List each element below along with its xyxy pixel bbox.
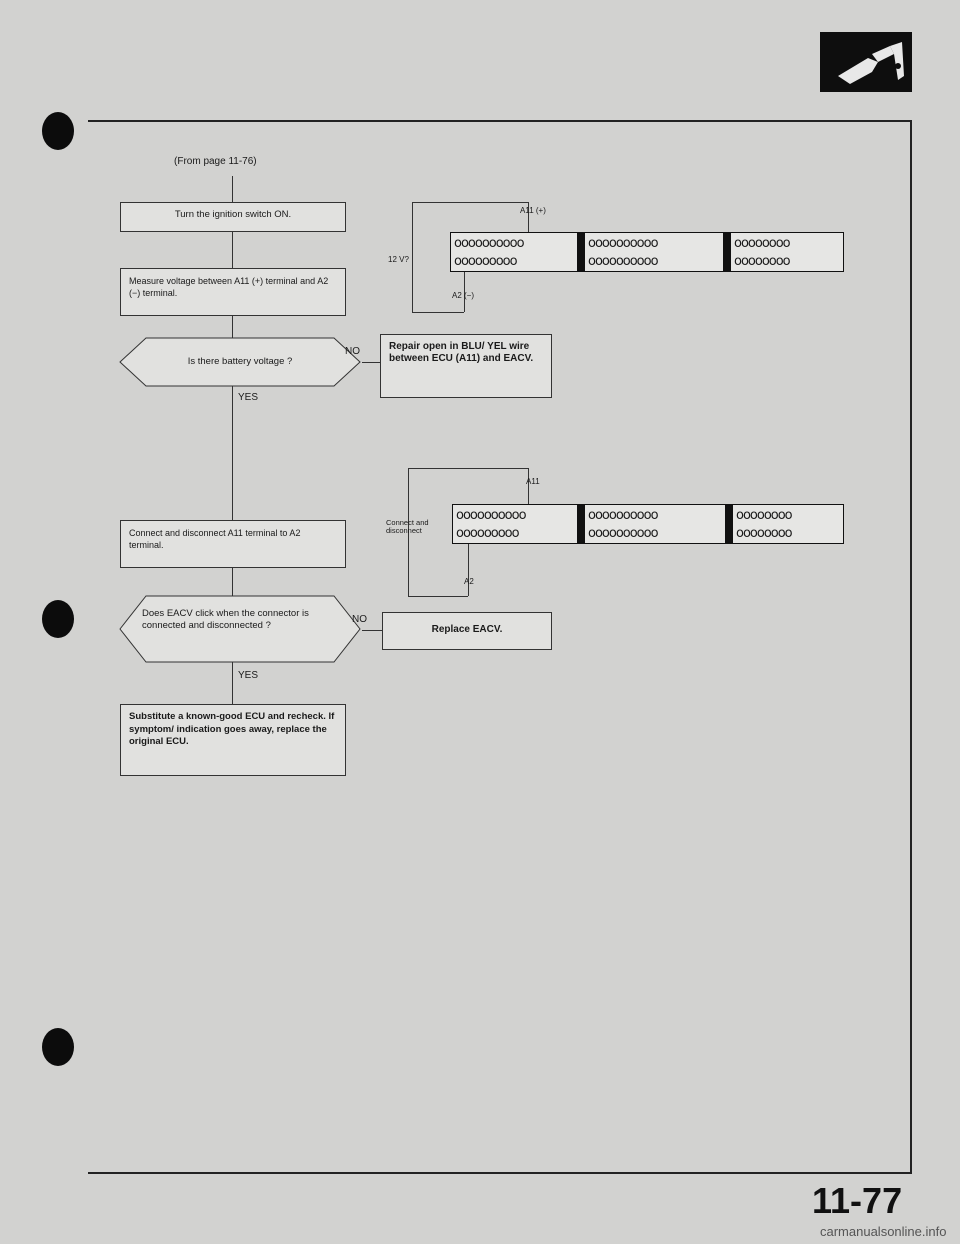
step-connect-disconnect [120, 520, 346, 568]
decision1-no-label: NO [345, 346, 360, 357]
decision-eacv-click: Does EACV click when the connector is connected and disconnected ? [142, 608, 309, 631]
watermark: carmanualsonline.info [820, 1224, 947, 1239]
connector-block-c [732, 504, 844, 544]
diagram1-a2-label: A2 (−) [452, 291, 475, 300]
binder-hole-1 [42, 112, 74, 150]
substitute-ecu [120, 704, 346, 776]
pin-row: oooooooo [736, 525, 792, 541]
step-text: Turn the ignition switch ON. [174, 209, 292, 220]
diagram1-probe-a2 [464, 266, 465, 312]
connector-block-b [584, 232, 724, 272]
binder-hole-3 [42, 1028, 74, 1066]
step-text: Connect and disconnect A11 terminal to A2 terminal. [129, 528, 301, 550]
diagram1-bottom-wire [412, 312, 464, 313]
diagram2-top-wire [408, 468, 528, 469]
no-connector-2 [362, 630, 382, 631]
diagram2-connect-label: Connect and disconnect [386, 518, 429, 535]
repair-text: Repair open in BLU/ YEL wire between ECU (A11) and EACV. [389, 341, 534, 364]
diagram2-a2-label: A2 [464, 577, 474, 586]
fuel-nozzle-icon [820, 32, 912, 92]
from-page-label: (From page 11-76) [174, 156, 257, 167]
bottom-rule [88, 1172, 912, 1174]
decision1-yes-label: YES [238, 392, 259, 403]
step-text: Measure voltage between A11 (+) terminal and A2 (−) terminal. [129, 276, 329, 298]
diagram1-top-wire [412, 202, 528, 203]
pin-row: oooooooooo [456, 507, 526, 523]
connector-block-a [452, 504, 578, 544]
pin-row: oooooooooo [588, 507, 658, 523]
pin-row: oooooooo [734, 235, 790, 251]
connector-block-a [450, 232, 578, 272]
diagram2-a11-label: A11 [526, 477, 540, 486]
pin-row: oooooooooo [588, 235, 658, 251]
diagram2-a2-wire [468, 540, 469, 596]
binder-hole-2 [42, 600, 74, 638]
diagram1-12v-label: 12 V? [388, 255, 409, 264]
ecu-connector-2 [452, 504, 844, 544]
pin-row: oooooooooo [588, 525, 658, 541]
page-number: 11-77 [812, 1180, 903, 1221]
connector-block-c [730, 232, 844, 272]
final-text: Substitute a known-good ECU and recheck. If symptom/ indication goes away, replace the original ECU. [129, 711, 335, 747]
decision2-no-label: NO [352, 614, 367, 625]
pin-row: ooooooooo [456, 525, 519, 541]
step-turn-ignition-on [120, 202, 346, 232]
diagram2-a11-wire [528, 468, 529, 504]
pin-row: ooooooooo [454, 253, 517, 269]
repair-text: Replace EACV. [431, 624, 503, 635]
no-connector-1 [362, 362, 380, 363]
pin-row: oooooooooo [454, 235, 524, 251]
diagram2-bottom-wire [408, 596, 468, 597]
pin-row: oooooooo [736, 507, 792, 523]
step-measure-voltage [120, 268, 346, 316]
connector-block-b [584, 504, 726, 544]
pin-row: oooooooooo [588, 253, 658, 269]
pin-row: oooooooo [734, 253, 790, 269]
ecu-connector-1 [450, 232, 844, 272]
diagram1-left-wire [412, 202, 413, 312]
replace-eacv [382, 612, 552, 650]
diagram1-a11-label: A11 (+) [520, 206, 546, 215]
decision-battery-voltage: Is there battery voltage ? [187, 356, 293, 367]
decision2-yes-label: YES [238, 670, 259, 681]
repair-open-wire [380, 334, 552, 398]
